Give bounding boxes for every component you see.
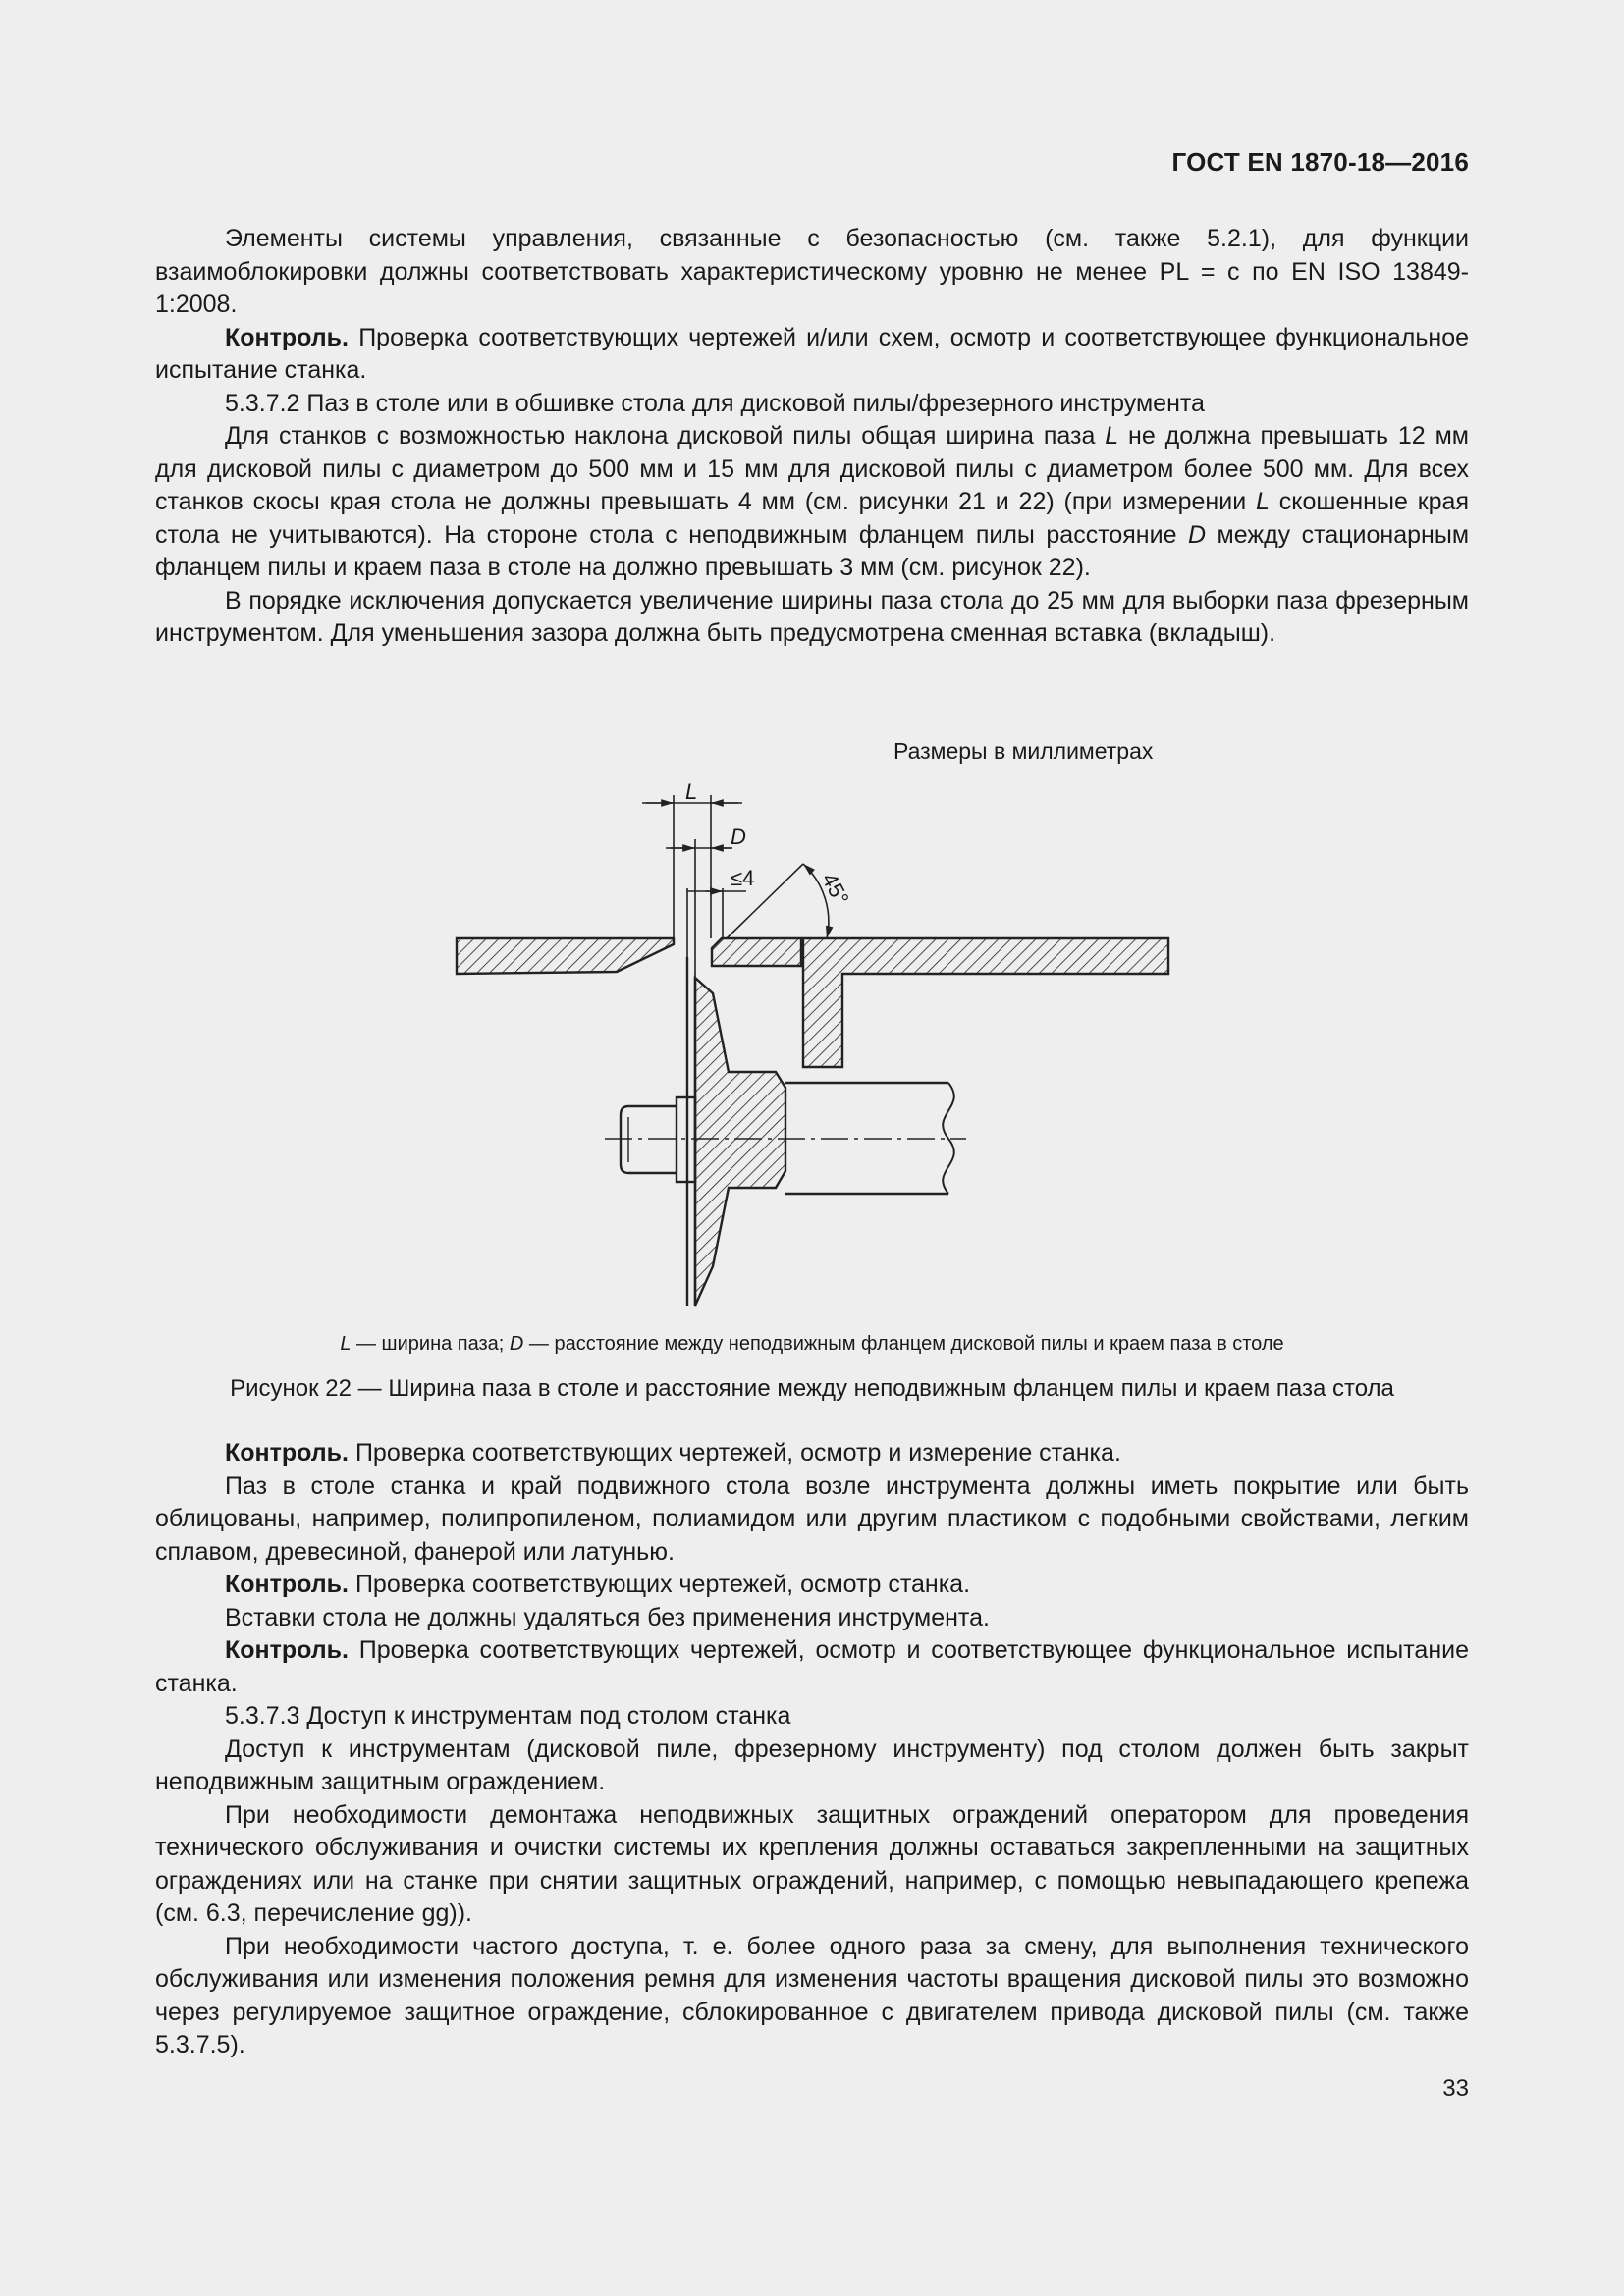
symbol-L: L: [1105, 422, 1119, 450]
paragraph-slot-width: [155, 420, 1469, 585]
paragraph-access: Доступ к инструментам (дисковой пиле, фрезерному инструменту) под столом должен быть закрыт неподвижным защитным ограждением.: [155, 1735, 1469, 1795]
nut: [677, 1097, 695, 1182]
paragraph-check-2: [155, 1437, 1469, 1470]
symbol-L: L: [340, 1333, 352, 1355]
check-text: Проверка соответствующих чертежей, осмотр и измерение станка.: [349, 1439, 1121, 1467]
dim-label-le4: ≤4: [731, 866, 755, 890]
left-table-section: [457, 938, 674, 974]
text-run: между стационарным фланцем пилы и краем паза в столе на должно превышать 3 мм (см. рисунок 22).: [155, 520, 1470, 581]
table-insert: [712, 938, 801, 966]
symbol-L: L: [1256, 488, 1270, 515]
dim-label-L: L: [685, 779, 698, 804]
text-run: Для станков с возможностью наклона дисковой пилы общая ширина паза: [225, 422, 1106, 450]
paragraph-inserts: Вставки стола не должны удаляться без применения инструмента.: [225, 1603, 990, 1631]
check-label: Контроль.: [225, 323, 349, 351]
paragraph-check-3: [155, 1569, 1469, 1602]
check-text: Проверка соответствующих чертежей и/или схем, осмотр и соответствующее функциональное испытание станка.: [155, 323, 1469, 384]
paragraph-coating: Паз в столе станка и край подвижного стола возле инструмента должны иметь покрытие или быть облицованы, например, полипропиленом, полиамидом или другим пластиком с подобными свойствами, легким сплавом, древесиной, фанерой или латунью.: [155, 1471, 1469, 1566]
figure-legend: [0, 1333, 1624, 1356]
page-number: 33: [1442, 2075, 1469, 2102]
check-label: Контроль.: [225, 1439, 349, 1467]
text-run: не должна превышать 12 мм для дисковой пилы с диаметром до 500 мм и 15 мм для дисковой пилы с диаметром более 500 мм. Для всех станков скосы края стола не должны превышать 4 мм (см. рисунки 21 и 22) (при измерении: [155, 422, 1469, 515]
units-note: Размеры в миллиметрах: [893, 738, 1154, 764]
saw-flange: [695, 978, 785, 1306]
check-text: Проверка соответствующих чертежей, осмотр и соответствующее функциональное испытание станка.: [155, 1636, 1469, 1697]
paragraph-control-elements: Элементы системы управления, связанные с безопасностью (см. также 5.2.1), для функции взаимоблокировки должны соответствовать характеристическому уровню не менее PL = c по EN ISO 13849-1:2008.: [155, 225, 1469, 318]
standard-header: ГОСТ EN 1870-18—2016: [1171, 147, 1469, 177]
dim-label-D: D: [731, 825, 746, 849]
paragraph-exception: В порядке исключения допускается увеличение ширины паза стола до 25 мм для выборки паза фрезерным инструментом. Для уменьшения зазора должна быть предусмотрена сменная вставка (вкладыш).: [155, 586, 1469, 647]
section-heading-5-3-7-2: 5.3.7.2 Паз в столе или в обшивке стола для дисковой пилы/фрезерного инструмента: [225, 389, 1205, 417]
figure-22-diagram: [0, 766, 1624, 1325]
check-label: Контроль.: [225, 1636, 349, 1664]
paragraph-frequent-access: При необходимости частого доступа, т. е. более одного раза за смену, для выполнения технического обслуживания или изменения положения ремня для изменения частоты вращения дисковой пилы это возможно через регулируемое защитное ограждение, сблокированное с двигателем привода дисковой пилы (см. также 5.3.7.5).: [155, 1932, 1469, 2058]
right-table-section: [803, 938, 1168, 1067]
section-heading-5-3-7-3: 5.3.7.3 Доступ к инструментам под столом станка: [225, 1702, 791, 1730]
check-label: Контроль.: [225, 1571, 349, 1598]
check-text: Проверка соответствующих чертежей, осмотр станка.: [349, 1571, 971, 1598]
paragraph-check-1: [155, 322, 1469, 388]
symbol-D: D: [1187, 520, 1207, 549]
legend-text: — ширина паза;: [351, 1333, 510, 1355]
dim-label-angle: 45°: [816, 869, 854, 910]
text-block-upper: [155, 223, 1469, 651]
legend-text: — расстояние между неподвижным фланцем дисковой пилы и краем паза в столе: [523, 1333, 1284, 1355]
paragraph-check-4: [155, 1634, 1469, 1700]
figure-caption: Рисунок 22 — Ширина паза в столе и расстояние между неподвижным фланцем пилы и краем паза стола: [230, 1375, 1394, 1402]
text-run: скошенные края стола не учитываются). На стороне стола с неподвижным фланцем пилы расстояние: [155, 488, 1469, 549]
text-block-lower: [155, 1437, 1469, 2062]
paragraph-removal: При необходимости демонтажа неподвижных защитных ограждений оператором для проведения технического обслуживания и очистки системы их крепления должны оставаться закрепленными на защитных ограждениях или на станке при снятии защитных ограждений, например, с помощью невыпадающего крепежа (см. 6.3, перечисление gg)).: [155, 1800, 1469, 1927]
symbol-D: D: [509, 1333, 524, 1355]
